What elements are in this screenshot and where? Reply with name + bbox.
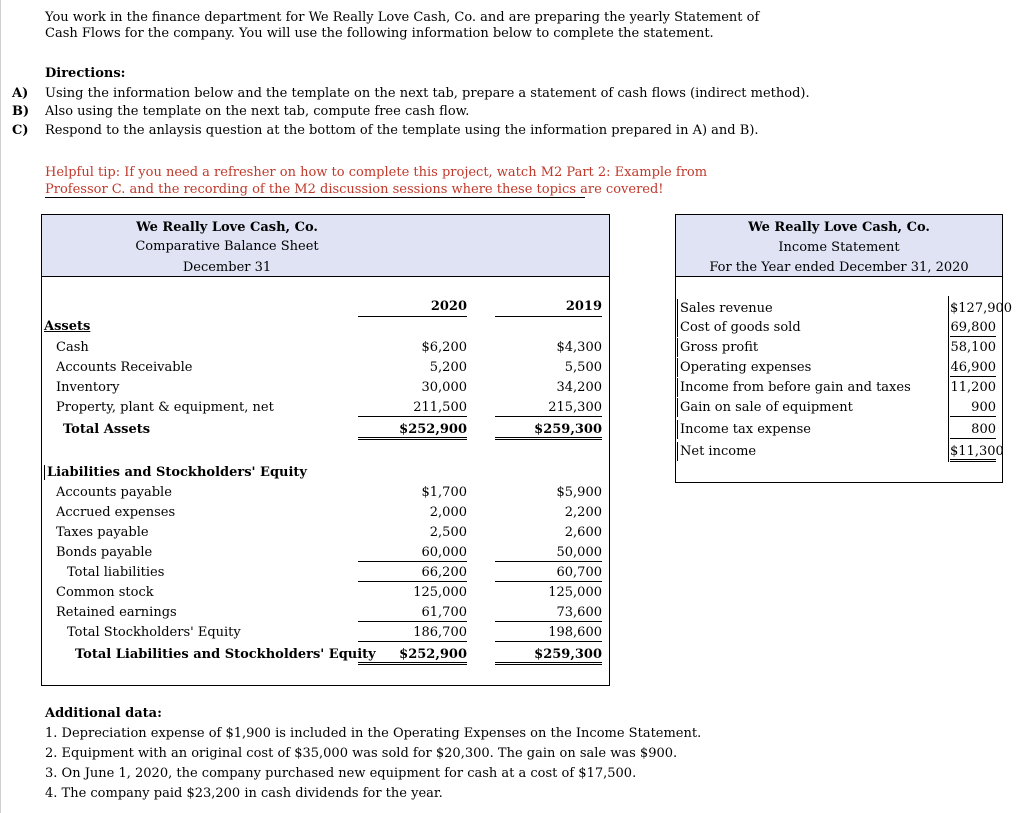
asset-ppe-2019: 215,300 — [495, 400, 602, 417]
is-value-sales: $127,900 — [950, 301, 1013, 316]
is-label-tax: Income tax expense — [677, 420, 920, 439]
direction-a: A) Using the information below and the template on the next tab, prepare a statement of cash flows (indirect method). — [12, 86, 810, 101]
total-liabilities-label: Total liabilities — [67, 565, 165, 580]
helpful-tip — [45, 164, 707, 198]
is-value-income-before: 11,200 — [950, 380, 996, 395]
retained-earnings-label: Retained earnings — [56, 605, 177, 620]
asset-ar-2019: 5,500 — [564, 360, 602, 375]
is-title: Income Statement — [778, 240, 900, 255]
additional-data-title: Additional data: — [45, 706, 162, 721]
additional-item-2: 2. Equipment with an original cost of $35,000 was sold for $20,300. The gain on sale was $900. — [45, 746, 678, 761]
total-liabilities-2020: 66,200 — [358, 565, 467, 582]
asset-label-ppe: Property, plant & equipment, net — [56, 400, 274, 415]
tip-line-1: Helpful tip: If you need a refresher on how to complete this project, watch M2 Part 2: Example from — [45, 165, 708, 180]
bs-col-2019: 2019 — [495, 299, 602, 317]
is-label-opex: Operating expenses — [677, 358, 920, 377]
asset-ppe-2020: 211,500 — [358, 400, 467, 417]
tip-line-2: Professor C. and the recording of the M2 discussion sessions where these topics are covered! — [45, 182, 664, 197]
liab-bonds-2020: 60,000 — [358, 545, 467, 562]
intro-line-2: Cash Flows for the company. You will use the following information below to complete the statement. — [45, 26, 714, 41]
liab-ap-2020: $1,700 — [421, 485, 467, 500]
bs-title: Comparative Balance Sheet — [135, 239, 319, 254]
bs-col-2020: 2020 — [358, 299, 467, 317]
is-value-tax: 800 — [950, 420, 996, 439]
is-label-net-income: Net income — [677, 442, 920, 461]
total-equity-2020: 186,700 — [358, 625, 467, 642]
liab-taxes-2020: 2,500 — [429, 525, 467, 540]
liab-taxes-2019: 2,600 — [564, 525, 602, 540]
intro-line-1: You work in the finance department for We Really Love Cash, Co. and are preparing the yearly Statement of — [45, 10, 760, 25]
liab-accrued-2020: 2,000 — [429, 505, 467, 520]
is-company: We Really Love Cash, Co. — [748, 220, 930, 235]
bs-date: December 31 — [182, 260, 272, 275]
balance-sheet-header — [42, 215, 609, 277]
is-value-cogs: 69,800 — [950, 320, 996, 335]
liab-label-ap: Accounts payable — [56, 485, 172, 500]
tip-rule — [45, 197, 585, 198]
asset-label-inventory: Inventory — [56, 380, 120, 395]
common-stock-2020: 125,000 — [413, 585, 467, 600]
total-le-2019: $259,300 — [495, 647, 602, 665]
direction-c: C) Respond to the anlaysis question at the bottom of the template using the information prepared in A) and B). — [12, 123, 759, 138]
total-assets-2020: $252,900 — [358, 422, 467, 440]
asset-ar-2020: 5,200 — [429, 360, 467, 375]
total-equity-2019: 198,600 — [495, 625, 602, 642]
total-le-label: Total Liabilities and Stockholders' Equity — [75, 647, 376, 662]
additional-item-4: 4. The company paid $23,200 in cash dividends for the year. — [45, 786, 443, 801]
assets-header: Assets — [44, 319, 91, 334]
is-label-cogs: Cost of goods sold — [677, 318, 920, 337]
left-border — [0, 0, 1, 813]
total-equity-label: Total Stockholders' Equity — [67, 625, 241, 640]
liab-label-accrued: Accrued expenses — [56, 505, 176, 520]
asset-inventory-2020: 30,000 — [421, 380, 467, 395]
directions-title: Directions: — [45, 66, 126, 81]
is-label-income-before: Income from before gain and taxes — [677, 378, 920, 397]
total-assets-2019: $259,300 — [495, 422, 602, 440]
is-label-gain: Gain on sale of equipment — [677, 398, 920, 417]
liab-bonds-2019: 50,000 — [495, 545, 602, 562]
common-stock-label: Common stock — [56, 585, 154, 600]
is-label-sales: Sales revenue — [677, 299, 920, 318]
total-le-2020: $252,900 — [358, 647, 467, 665]
additional-item-1: 1. Depreciation expense of $1,900 is included in the Operating Expenses on the Income Statement. — [45, 726, 702, 741]
liab-accrued-2019: 2,200 — [564, 505, 602, 520]
additional-item-3: 3. On June 1, 2020, the company purchased new equipment for cash at a cost of $17,500. — [45, 766, 637, 781]
is-value-gain: 900 — [950, 398, 996, 417]
income-statement-header — [676, 215, 1002, 277]
total-liabilities-2019: 60,700 — [495, 565, 602, 582]
intro-text — [45, 10, 759, 42]
is-period: For the Year ended December 31, 2020 — [709, 260, 969, 275]
asset-label-cash: Cash — [56, 340, 89, 355]
asset-cash-2020: $6,200 — [421, 340, 467, 355]
total-assets-label: Total Assets — [63, 422, 151, 437]
is-value-opex: 46,900 — [950, 360, 996, 375]
common-stock-2019: 125,000 — [548, 585, 602, 600]
liab-label-taxes: Taxes payable — [56, 525, 149, 540]
is-value-gross-profit: 58,100 — [950, 340, 996, 355]
retained-earnings-2019: 73,600 — [495, 605, 602, 622]
bs-company: We Really Love Cash, Co. — [136, 220, 318, 235]
liabilities-header: Liabilities and Stockholders' Equity — [44, 465, 307, 480]
liab-ap-2019: $5,900 — [556, 485, 602, 500]
is-value-net-income: $11,300 — [950, 442, 996, 462]
is-value-column-rule — [948, 296, 949, 462]
is-label-gross-profit: Gross profit — [677, 338, 920, 357]
asset-label-ar: Accounts Receivable — [56, 360, 193, 375]
direction-b: B) Also using the template on the next tab, compute free cash flow. — [12, 104, 470, 119]
asset-cash-2019: $4,300 — [556, 340, 602, 355]
asset-inventory-2019: 34,200 — [556, 380, 602, 395]
retained-earnings-2020: 61,700 — [358, 605, 467, 622]
liab-label-bonds: Bonds payable — [56, 545, 153, 560]
